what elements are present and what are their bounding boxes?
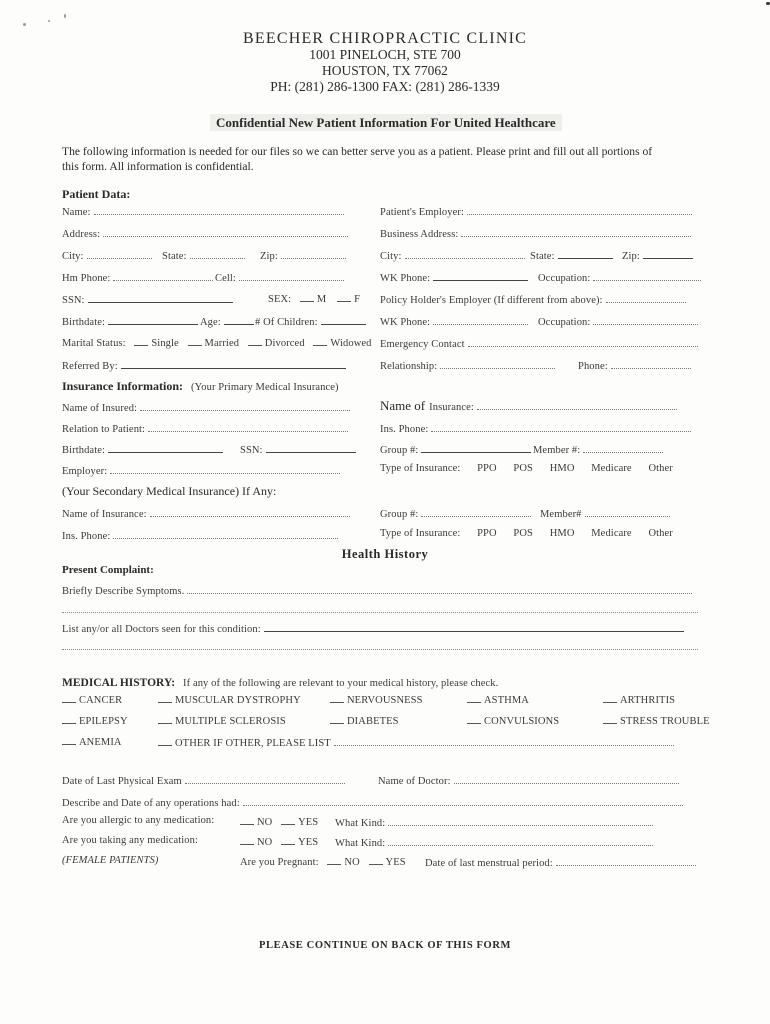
taking-no-checkbox[interactable]	[240, 835, 254, 845]
zip2-input-line[interactable]	[643, 248, 693, 259]
muscular-dystrophy-checkbox[interactable]	[158, 693, 172, 703]
condition-stress-trouble[interactable]	[603, 714, 710, 727]
zip-input-line[interactable]	[281, 248, 346, 259]
age-label: Age:	[200, 317, 221, 328]
wk-phone-input-line[interactable]	[433, 270, 528, 281]
sex-f-checkbox[interactable]	[337, 292, 351, 302]
taking-kind-input-line[interactable]	[388, 835, 653, 846]
scan-speck	[766, 2, 770, 5]
intro-line2: this form. All information is confidential.	[62, 160, 254, 173]
form-banner	[210, 114, 562, 132]
condition-asthma[interactable]	[467, 693, 529, 706]
ins-ssn-label: SSN:	[240, 445, 263, 456]
zip2-label: Zip:	[622, 251, 640, 262]
arthritis-checkbox[interactable]	[603, 693, 617, 703]
employer-input-line[interactable]	[467, 204, 692, 215]
epilepsy-checkbox[interactable]	[62, 714, 76, 724]
last-exam-field[interactable]	[62, 773, 345, 787]
ins-phone-field[interactable]	[380, 421, 691, 435]
birthdate-label: Birthdate:	[62, 317, 105, 328]
intro-line1: The following information is needed for our files so we can better serve you as a patient. Please print and fill out all portions of	[62, 145, 653, 158]
allergic-no-label: NO	[257, 817, 273, 828]
sex-label: SEX:	[268, 294, 292, 305]
anemia-checkbox[interactable]	[62, 735, 76, 745]
member2-field[interactable]	[540, 506, 670, 520]
insurance-heading	[62, 377, 339, 395]
policy-holder-input-line[interactable]	[606, 292, 686, 303]
ins-ssn-field[interactable]	[240, 442, 356, 456]
operations-input-line[interactable]	[243, 795, 683, 806]
last-exam-label: Date of Last Physical Exam	[62, 776, 182, 787]
sex-field	[268, 292, 360, 305]
emergency-phone-label: Phone:	[578, 361, 608, 372]
taking-kind-field[interactable]	[335, 835, 653, 849]
condition-cancer[interactable]	[62, 693, 122, 706]
cancer-checkbox[interactable]	[62, 693, 76, 703]
occupation2-field[interactable]	[538, 314, 698, 328]
single-label: Single	[151, 338, 179, 349]
insurance-subheading: (Your Primary Medical Insurance)	[191, 382, 339, 393]
ins-phone2-field[interactable]	[62, 528, 338, 542]
occupation2-input-line[interactable]	[593, 314, 698, 325]
convulsions-label: CONVULSIONS	[484, 716, 560, 727]
children-label: # Of Children:	[255, 317, 318, 328]
present-complaint-heading: Present Complaint:	[62, 564, 154, 576]
address-input-line[interactable]	[103, 226, 348, 237]
widowed-label: Widowed	[330, 338, 372, 349]
asthma-checkbox[interactable]	[467, 693, 481, 703]
hmo2-option[interactable]: HMO	[549, 528, 575, 539]
marital-field	[62, 336, 372, 349]
wk-phone-field[interactable]	[380, 270, 528, 284]
policy-holder-field[interactable]	[380, 292, 686, 306]
insurance-word-label: Insurance:	[429, 402, 474, 413]
ins-employer-label: Employer:	[62, 466, 108, 477]
name-of-label: Name of	[380, 398, 426, 413]
stress-trouble-checkbox[interactable]	[603, 714, 617, 724]
pos-option[interactable]: POS	[513, 463, 533, 474]
taking-yes-checkbox[interactable]	[281, 835, 295, 845]
clinic-address-line1: 1001 PINELOCH, STE 700	[309, 47, 461, 62]
birthdate-field[interactable]	[62, 314, 198, 328]
anemia-label: ANEMIA	[79, 737, 122, 748]
diabetes-checkbox[interactable]	[330, 714, 344, 724]
allergic-label: Are you allergic to any medication:	[62, 815, 215, 826]
pregnant-yes-checkbox[interactable]	[369, 855, 383, 865]
symptoms-field[interactable]	[62, 583, 692, 597]
relation-input-line[interactable]	[148, 421, 348, 432]
home-phone-label: Hm Phone:	[62, 273, 111, 284]
taking-yes-label: YES	[298, 837, 319, 848]
condition-arthritis[interactable]	[603, 693, 675, 706]
ins-type2-field	[380, 528, 673, 539]
ins-phone-label: Ins. Phone:	[380, 424, 429, 435]
group-label: Group #:	[380, 445, 419, 456]
member2-label: Member#	[540, 509, 582, 520]
ins-phone-input-line[interactable]	[431, 421, 691, 432]
clinic-name: BEECHER CHIROPRACTIC CLINIC	[243, 30, 527, 47]
allergic-kind-label: What Kind:	[335, 818, 386, 829]
home-phone-field[interactable]	[62, 270, 213, 284]
ins-birthdate-label: Birthdate:	[62, 445, 105, 456]
multiple-sclerosis-checkbox[interactable]	[158, 714, 172, 724]
condition-convulsions[interactable]	[467, 714, 559, 727]
city2-field[interactable]	[380, 248, 525, 262]
children-input-line[interactable]	[321, 314, 366, 325]
business-address-label: Business Address:	[380, 229, 459, 240]
relationship-label: Relationship:	[380, 361, 438, 372]
occupation-input-line[interactable]	[593, 270, 701, 281]
cell-input-line[interactable]	[239, 270, 344, 281]
allergic-options	[240, 815, 318, 828]
ins-phone2-label: Ins. Phone:	[62, 531, 111, 542]
cancer-label: CANCER	[79, 695, 123, 706]
member2-input-line[interactable]	[585, 506, 670, 517]
other-option[interactable]: Other	[648, 463, 673, 474]
ssn-input-line[interactable]	[88, 292, 233, 303]
menstrual-field[interactable]	[425, 855, 696, 869]
zip2-field[interactable]	[622, 248, 693, 262]
scan-speck	[64, 14, 66, 18]
name-label: Name:	[62, 207, 91, 218]
relation-label: Relation to Patient:	[62, 424, 146, 435]
occupation-field[interactable]	[538, 270, 701, 284]
medicare2-option[interactable]: Medicare	[591, 528, 632, 539]
ins-birthdate-input-line[interactable]	[108, 442, 223, 453]
birthdate-input-line[interactable]	[108, 314, 198, 325]
taking-options	[240, 835, 318, 848]
operations-label: Describe and Date of any operations had:	[62, 798, 240, 809]
ins-employer-field[interactable]	[62, 463, 340, 477]
condition-anemia[interactable]	[62, 735, 122, 748]
condition-nervousness[interactable]	[330, 693, 423, 706]
ins-employer-input-line[interactable]	[110, 463, 340, 474]
multiple-sclerosis-label: MULTIPLE SCLEROSIS	[175, 716, 286, 727]
name-field[interactable]	[62, 204, 344, 218]
patient-data-heading: Patient Data:	[62, 187, 131, 201]
symptoms-input-line[interactable]	[187, 583, 692, 594]
condition-diabetes[interactable]	[330, 714, 399, 727]
allergic-yes-label: YES	[298, 817, 319, 828]
wk-phone2-label: WK Phone:	[380, 317, 431, 328]
home-phone-input-line[interactable]	[113, 270, 213, 281]
allergic-yes-checkbox[interactable]	[281, 815, 295, 825]
symptoms-extra-line[interactable]	[62, 612, 698, 613]
doctors-input-line[interactable]	[264, 621, 684, 632]
doctors-extra-line[interactable]	[62, 649, 698, 650]
doctors-label: List any/or all Doctors seen for this condition:	[62, 624, 261, 635]
cell-label: Cell:	[215, 273, 236, 284]
taking-kind-label: What Kind:	[335, 838, 386, 849]
sex-f-label: F	[354, 294, 361, 305]
operations-field[interactable]	[62, 795, 683, 809]
city-field[interactable]	[62, 248, 152, 262]
business-address-field[interactable]	[380, 226, 691, 240]
emergency-field[interactable]	[380, 336, 698, 350]
zip-field[interactable]	[260, 248, 346, 262]
city2-label: City:	[380, 251, 402, 262]
referred-input-line[interactable]	[121, 358, 346, 369]
condition-other[interactable]	[158, 735, 674, 749]
married-label: Married	[204, 338, 240, 349]
married-checkbox[interactable]	[188, 336, 202, 346]
occupation2-label: Occupation:	[538, 317, 591, 328]
epilepsy-label: EPILEPSY	[79, 716, 128, 727]
ppo-option[interactable]: PPO	[477, 463, 497, 474]
insurance-heading-text: Insurance Information:	[62, 379, 184, 393]
condition-multiple-sclerosis[interactable]	[158, 714, 286, 727]
name-input-line[interactable]	[94, 204, 344, 215]
asthma-label: ASTHMA	[484, 695, 529, 706]
nervousness-label: NERVOUSNESS	[347, 695, 423, 706]
ppo2-option[interactable]: PPO	[477, 528, 497, 539]
clinic-address-line2: HOUSTON, TX 77062	[322, 63, 448, 78]
name-of-insurance-field[interactable]	[380, 397, 677, 415]
ssn-label: SSN:	[62, 295, 85, 306]
pregnant-yes-label: YES	[385, 857, 406, 868]
sex-m-checkbox[interactable]	[300, 292, 314, 302]
other-condition-checkbox[interactable]	[158, 736, 172, 746]
allergic-kind-input-line[interactable]	[388, 815, 653, 826]
name-insurance2-label: Name of Insurance:	[62, 509, 147, 520]
marital-label: Marital Status:	[62, 338, 126, 349]
cell-field[interactable]	[215, 270, 344, 284]
taking-label: Are you taking any medication:	[62, 835, 198, 846]
pregnant-label: Are you Pregnant:	[240, 857, 319, 868]
doctor-name-input-line[interactable]	[454, 773, 679, 784]
occupation-label: Occupation:	[538, 273, 591, 284]
widowed-checkbox[interactable]	[313, 336, 327, 346]
state2-field[interactable]	[530, 248, 613, 262]
relation-field[interactable]	[62, 421, 348, 435]
pos2-option[interactable]: POS	[513, 528, 533, 539]
name-insured-label: Name of Insured:	[62, 403, 138, 414]
state-input-line[interactable]	[190, 248, 245, 259]
scan-speck	[48, 20, 50, 22]
emergency-label: Emergency Contact	[380, 339, 465, 350]
convulsions-checkbox[interactable]	[467, 714, 481, 724]
group2-label: Group #:	[380, 509, 419, 520]
health-history-heading: Health History	[341, 547, 429, 561]
name-of-insurance-input-line[interactable]	[477, 399, 677, 410]
emergency-phone-input-line[interactable]	[611, 358, 691, 369]
member-field[interactable]	[533, 442, 663, 456]
divorced-label: Divorced	[264, 338, 305, 349]
ins-type-field	[380, 463, 673, 474]
divorced-checkbox[interactable]	[248, 336, 262, 346]
emergency-phone-field[interactable]	[578, 358, 691, 372]
age-field[interactable]	[200, 314, 254, 328]
referred-field[interactable]	[62, 358, 346, 372]
allergic-kind-field[interactable]	[335, 815, 653, 829]
wk-phone2-input-line[interactable]	[433, 314, 528, 325]
name-insured-field[interactable]	[62, 400, 350, 414]
member-label: Member #:	[533, 445, 581, 456]
relationship-input-line[interactable]	[440, 358, 555, 369]
medicare-option[interactable]: Medicare	[591, 463, 632, 474]
group2-field[interactable]	[380, 506, 531, 520]
ins-birthdate-field[interactable]	[62, 442, 223, 456]
stress-trouble-label: STRESS TROUBLE	[620, 716, 710, 727]
ins-ssn-input-line[interactable]	[266, 442, 356, 453]
name-insurance2-input-line[interactable]	[150, 506, 350, 517]
ins-type-label: Type of Insurance:	[380, 463, 461, 474]
last-exam-input-line[interactable]	[185, 773, 345, 784]
city2-input-line[interactable]	[405, 248, 525, 259]
referred-label: Referred By:	[62, 361, 118, 372]
female-patients-label: (FEMALE PATIENTS)	[62, 855, 159, 866]
name-insured-input-line[interactable]	[140, 400, 350, 411]
city-input-line[interactable]	[87, 248, 152, 259]
member-input-line[interactable]	[583, 442, 663, 453]
pregnant-no-checkbox[interactable]	[327, 855, 341, 865]
form-banner-text: Confidential New Patient Information For United Healthcare	[210, 114, 562, 131]
other-condition-input-line[interactable]	[334, 735, 674, 746]
children-field[interactable]	[255, 314, 366, 328]
sex-m-label: M	[316, 294, 327, 305]
wk-phone2-field[interactable]	[380, 314, 528, 328]
menstrual-input-line[interactable]	[556, 855, 696, 866]
state2-label: State:	[530, 251, 555, 262]
group2-input-line[interactable]	[421, 506, 531, 517]
arthritis-label: ARTHRITIS	[620, 695, 676, 706]
group-input-line[interactable]	[421, 442, 531, 453]
scan-speck	[23, 23, 26, 26]
doctor-name-field[interactable]	[378, 773, 679, 787]
taking-no-label: NO	[257, 837, 273, 848]
doctors-field[interactable]	[62, 621, 684, 635]
secondary-insurance-heading: (Your Secondary Medical Insurance) If Any:	[62, 484, 277, 498]
nervousness-checkbox[interactable]	[330, 693, 344, 703]
medical-history-heading	[62, 673, 498, 691]
wk-phone-label: WK Phone:	[380, 273, 431, 284]
ssn-field[interactable]	[62, 292, 233, 306]
zip-label: Zip:	[260, 251, 278, 262]
name-insurance2-field[interactable]	[62, 506, 350, 520]
pregnant-no-label: NO	[344, 857, 360, 868]
menstrual-label: Date of last menstrual period:	[425, 858, 553, 869]
employer-label: Patient's Employer:	[380, 207, 464, 218]
medical-history-instructions: If any of the following are relevant to your medical history, please check.	[183, 678, 499, 689]
state-label: State:	[162, 251, 187, 262]
diabetes-label: DIABETES	[347, 716, 399, 727]
condition-epilepsy[interactable]	[62, 714, 128, 727]
other-condition-label: OTHER IF OTHER, PLEASE LIST	[175, 738, 331, 749]
hmo-option[interactable]: HMO	[549, 463, 575, 474]
ins-type2-label: Type of Insurance:	[380, 528, 461, 539]
emergency-input-line[interactable]	[468, 336, 698, 347]
state-field[interactable]	[162, 248, 245, 262]
condition-muscular-dystrophy[interactable]	[158, 693, 301, 706]
single-checkbox[interactable]	[134, 336, 148, 346]
symptoms-label: Briefly Describe Symptoms.	[62, 586, 185, 597]
policy-holder-label: Policy Holder's Employer (If different from above):	[380, 295, 603, 306]
pregnant-field	[240, 855, 406, 868]
address-label: Address:	[62, 229, 101, 240]
doctor-name-label: Name of Doctor:	[378, 776, 451, 787]
other2-option[interactable]: Other	[648, 528, 673, 539]
medical-history-title: MEDICAL HISTORY:	[62, 677, 176, 689]
continue-footer: PLEASE CONTINUE ON BACK OF THIS FORM	[258, 940, 512, 951]
muscular-dystrophy-label: MUSCULAR DYSTROPHY	[175, 695, 301, 706]
group-field[interactable]	[380, 442, 531, 456]
relationship-field[interactable]	[380, 358, 555, 372]
state2-input-line[interactable]	[558, 248, 613, 259]
employer-field[interactable]	[380, 204, 692, 218]
ins-phone2-input-line[interactable]	[113, 528, 338, 539]
address-field[interactable]	[62, 226, 348, 240]
city-label: City:	[62, 251, 84, 262]
business-address-input-line[interactable]	[461, 226, 691, 237]
clinic-phones: PH: (281) 286-1300 FAX: (281) 286-1339	[270, 79, 500, 94]
age-input-line[interactable]	[224, 314, 254, 325]
allergic-no-checkbox[interactable]	[240, 815, 254, 825]
